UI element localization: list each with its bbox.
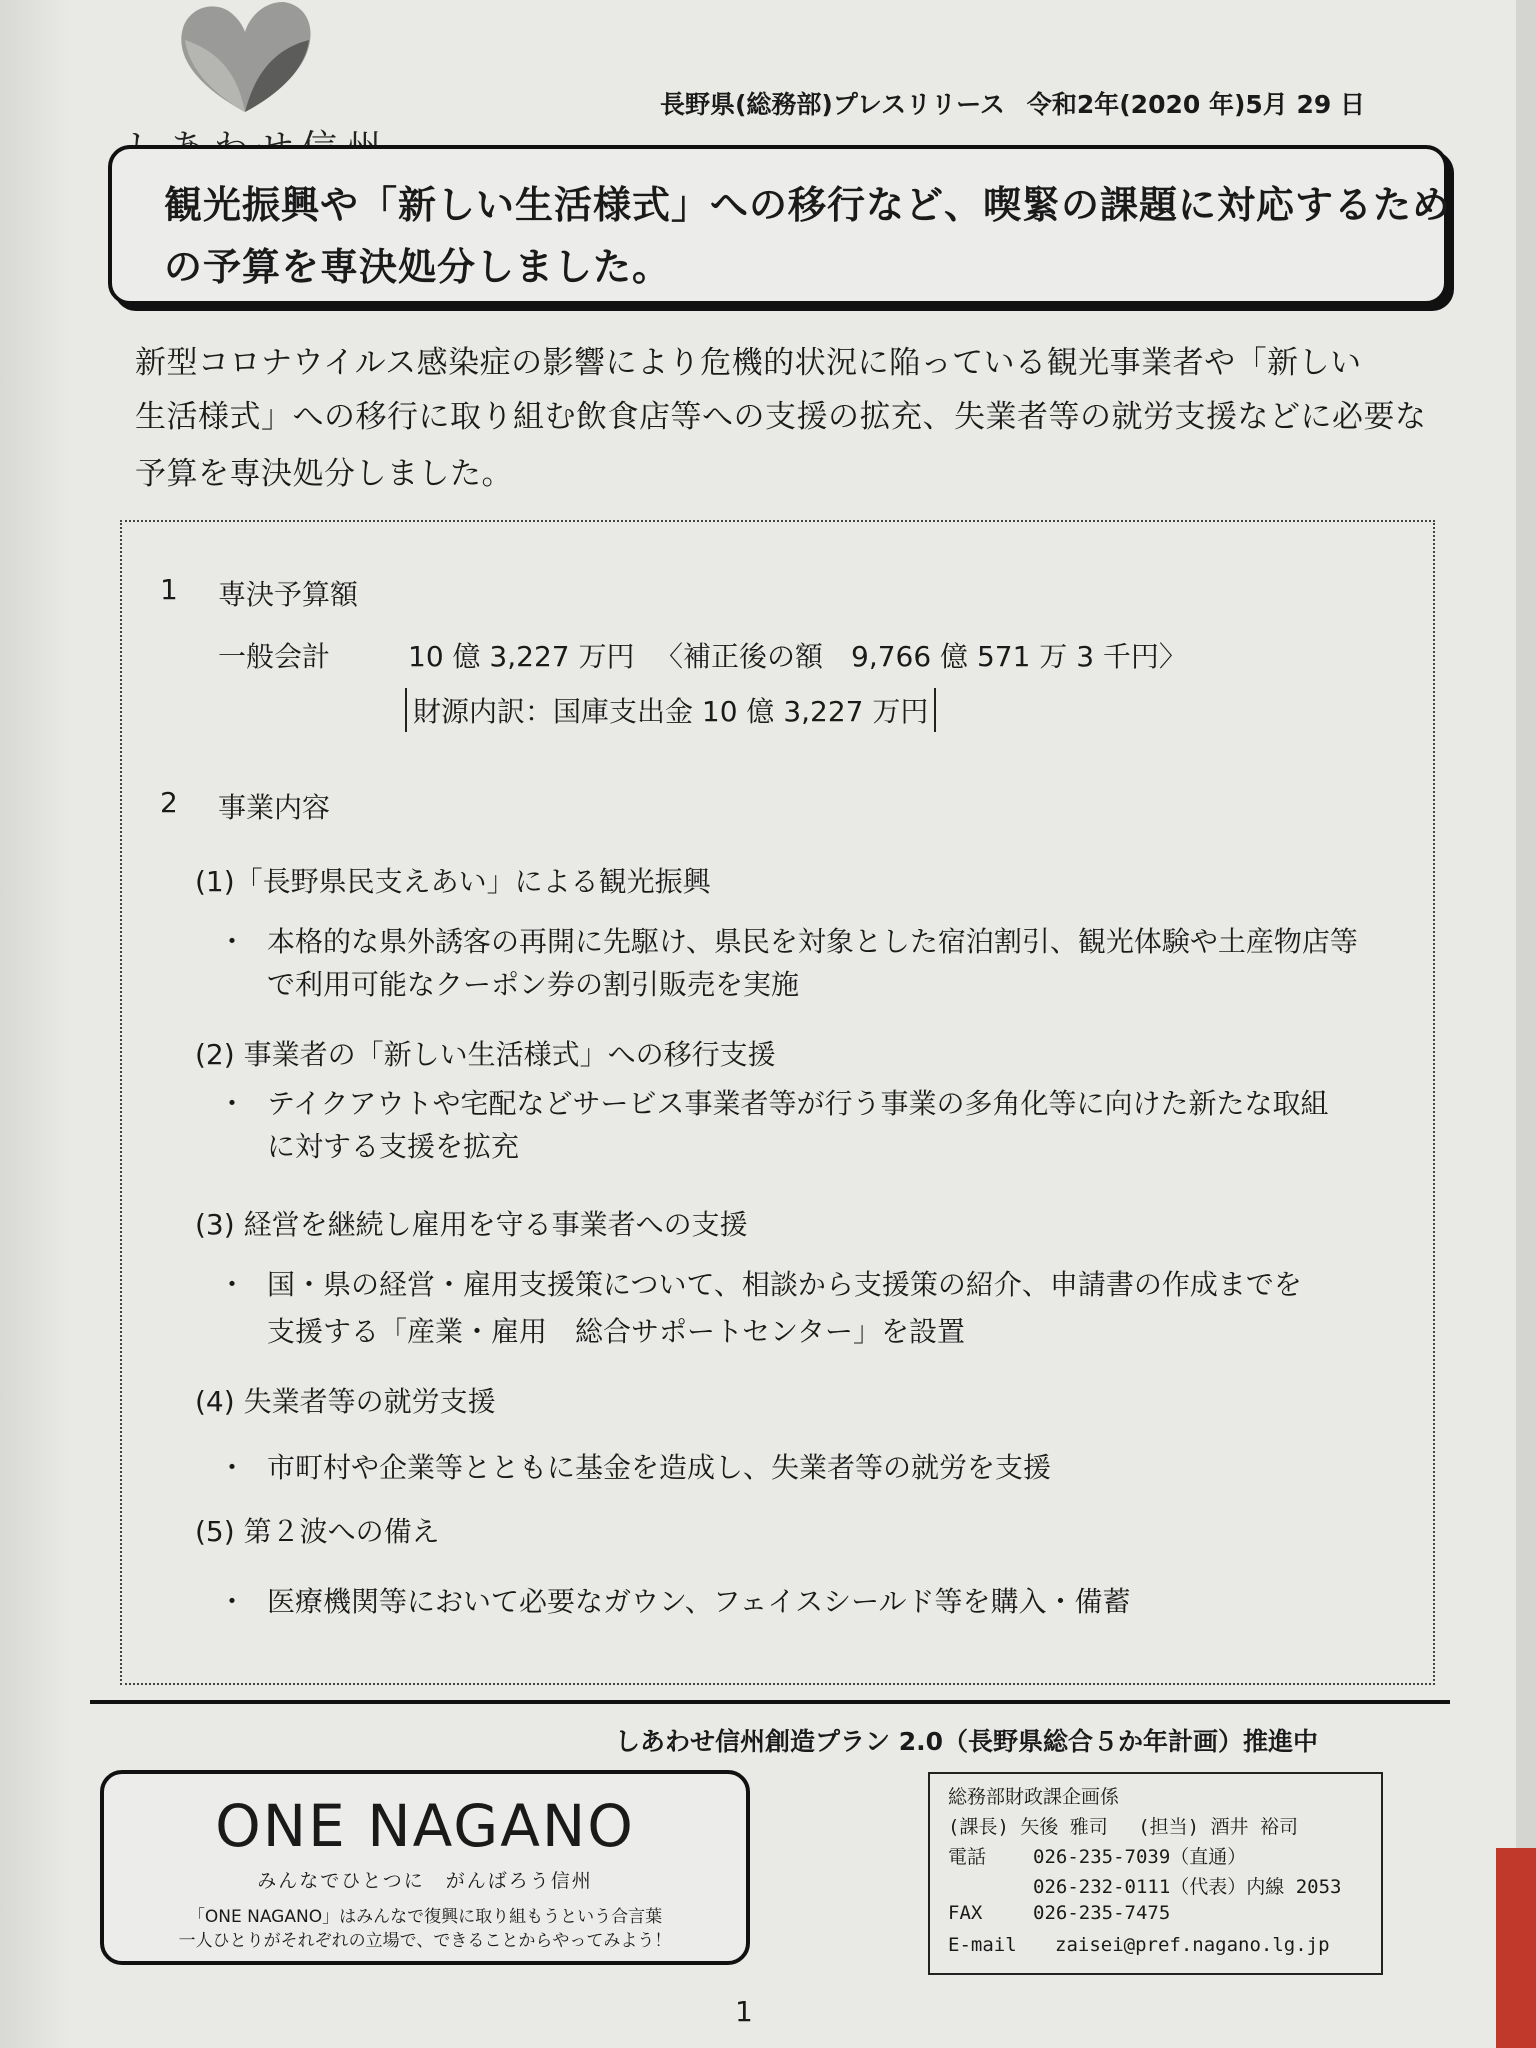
item-5-heading: (5) 第２波への備え — [195, 1515, 440, 1548]
bullet: ・ — [218, 1087, 247, 1120]
tel-label: 電話 — [948, 1846, 987, 1868]
one-nagano-title: ONE NAGANO — [215, 1792, 635, 1860]
adjacent-page-edge — [1516, 0, 1536, 2048]
one-nagano-line-1: 「ONE NAGANO」はみんなで復興に取り組もうという合言葉 — [187, 1907, 663, 1927]
budget-amount: 10 億 3,227 万円 — [408, 640, 635, 673]
email-label: E-mail — [948, 1934, 1017, 1956]
title-box — [108, 145, 1452, 305]
page-number: 1 — [735, 1995, 753, 2028]
shiawase-shinshu-logo — [175, 0, 315, 115]
bullet: ・ — [218, 1585, 247, 1618]
tel-direct: 026-235-7039（直通） — [1033, 1846, 1247, 1868]
section-2-number: 2 — [160, 786, 178, 819]
fax-number: 026-235-7475 — [1033, 1902, 1171, 1924]
press-issuer: 長野県(総務部)プレスリリース — [660, 90, 1005, 119]
item-5-line-1: 医療機関等において必要なガウン、フェイスシールド等を購入・備蓄 — [267, 1585, 1131, 1618]
bullet: ・ — [218, 1268, 247, 1301]
red-background-corner — [1496, 1848, 1536, 2048]
item-2-line-2: に対する支援を拡充 — [267, 1130, 520, 1163]
one-nagano-subtitle: みんなでひとつに がんばろう信州 — [257, 1870, 593, 1892]
item-1-heading: (1)「長野県民支えあい」による観光振興 — [195, 865, 711, 898]
after-total-amount: 〈補正後の額 9,766 億 571 万 3 千円〉 — [655, 640, 1187, 673]
plan-line: しあわせ信州創造プラン 2.0（長野県総合５か年計画）推進中 — [615, 1727, 1318, 1756]
item-1-line-2: で利用可能なクーポン券の割引販売を実施 — [267, 968, 800, 1001]
contact-staff: (課長) 矢後 雅司 (担当) 酒井 裕司 — [948, 1816, 1298, 1838]
title-line-2: の予算を専決処分しました。 — [164, 245, 672, 289]
fax-label: FAX — [948, 1902, 983, 1924]
bullet: ・ — [218, 925, 247, 958]
contact-dept: 総務部財政課企画係 — [948, 1786, 1120, 1808]
email-address: zaisei@pref.nagano.lg.jp — [1055, 1934, 1330, 1956]
bullet: ・ — [218, 1451, 247, 1484]
item-2-line-1: テイクアウトや宅配などサービス事業者等が行う事業の多角化等に向けた新たな取組 — [267, 1087, 1329, 1120]
section-1-heading: 専決予算額 — [218, 578, 359, 611]
item-4-heading: (4) 失業者等の就労支援 — [195, 1385, 496, 1418]
account-label: 一般会計 — [218, 640, 331, 673]
item-4-line-1: 市町村や企業等とともに基金を造成し、失業者等の就労を支援 — [267, 1451, 1052, 1484]
item-3-heading: (3) 経営を継続し雇用を守る事業者への支援 — [195, 1208, 748, 1241]
page-edge-shadow — [0, 0, 70, 2048]
item-3-line-1: 国・県の経営・雇用支援策について、相談から支援策の紹介、申請書の作成までを — [267, 1268, 1302, 1301]
funding-breakdown: 財源内訳：国庫支出金 10 億 3,227 万円 — [405, 688, 936, 732]
intro-line-1: 新型コロナウイルス感染症の影響により危機的状況に陥っている観光事業者や「新しい — [135, 345, 1362, 381]
contact-box — [928, 1772, 1383, 1975]
section-2-heading: 事業内容 — [218, 791, 331, 824]
press-release-header — [660, 85, 1387, 121]
title-line-1: 観光振興や「新しい生活様式」への移行など、喫緊の課題に対応するため — [164, 183, 1452, 227]
one-nagano-line-2: 一人ひとりがそれぞれの立場で、できることからやってみよう！ — [178, 1931, 672, 1951]
one-nagano-box — [100, 1770, 750, 1965]
intro-line-3: 予算を専決処分しました。 — [135, 456, 513, 492]
tel-main: 026-232-0111（代表）内線 2053 — [1033, 1876, 1342, 1898]
item-3-line-2: 支援する「産業・雇用 総合サポートセンター」を設置 — [267, 1315, 966, 1348]
intro-line-2: 生活様式」への移行に取り組む飲食店等への支援の拡充、失業者等の就労支援などに必要な — [135, 399, 1427, 435]
item-2-heading: (2) 事業者の「新しい生活様式」への移行支援 — [195, 1038, 776, 1071]
footer-rule — [90, 1700, 1450, 1704]
item-1-line-1: 本格的な県外誘客の再開に先駆け、県民を対象とした宿泊割引、観光体験や土産物店等 — [267, 925, 1358, 958]
press-date: 令和2年(2020 年)5月 29 日 — [1026, 90, 1365, 119]
section-1-number: 1 — [160, 573, 178, 606]
